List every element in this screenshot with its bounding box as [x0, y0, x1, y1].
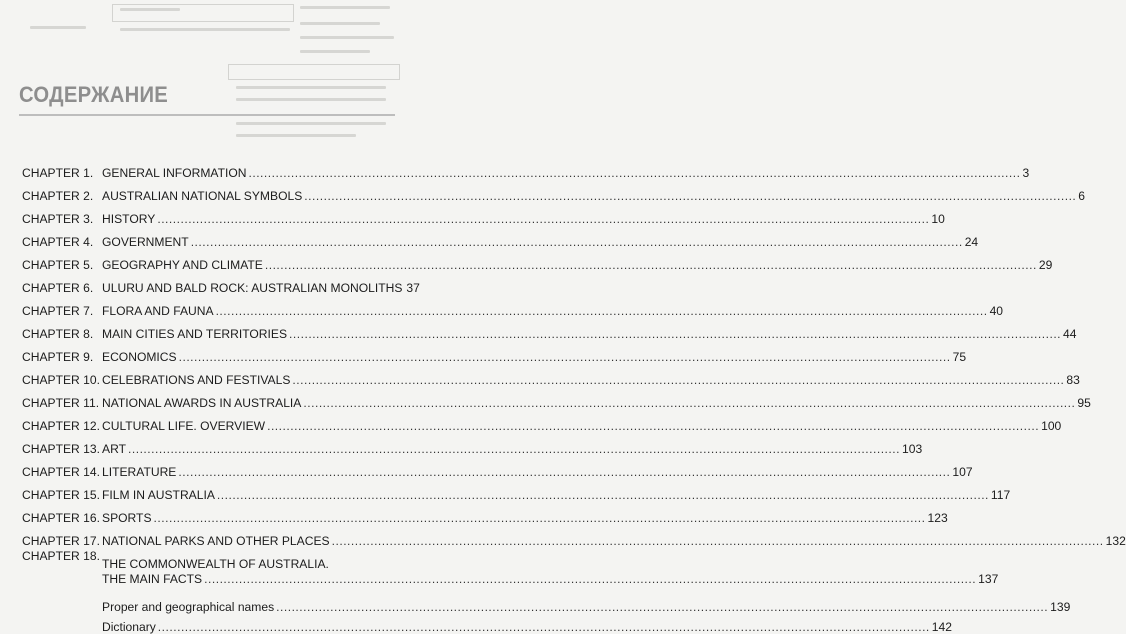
entry-title: FILM IN AUSTRALIA: [102, 488, 215, 502]
chapter-title-text: THE COMMONWEALTH OF AUSTRALIA.: [102, 557, 329, 571]
page-number: 44: [1063, 327, 1077, 341]
leader-dots: ........................................................................................................................................................................................................: [153, 511, 926, 525]
chapter-list: [22, 158, 1126, 549]
entry-title: GEOGRAPHY AND CLIMATE: [102, 258, 263, 272]
entry-title-block: [102, 258, 1053, 273]
toc-entry-chapter-14[interactable]: [22, 457, 973, 480]
entry-title-block: [102, 281, 420, 296]
leader-dots: ........................................................................................................................................................................................................: [292, 373, 1065, 387]
chapter-label: CHAPTER 18.: [22, 549, 100, 563]
leader-dots: ........................................................................................................................................................................................................: [215, 304, 988, 318]
page-number: 10: [931, 212, 945, 226]
entry-title-block: [102, 600, 1070, 614]
appendix-list: [22, 594, 1071, 634]
entry-title: GENERAL INFORMATION: [102, 166, 247, 180]
chapter-title-text: THE MAIN FACTS: [102, 572, 203, 586]
chapter-label: CHAPTER 6.: [22, 281, 94, 295]
leader-dots: ........................................................................................................................................................................................................: [204, 572, 977, 586]
entry-title: HISTORY: [102, 212, 156, 226]
entry-title-block: [102, 373, 1080, 388]
page-number: 83: [1066, 373, 1080, 387]
leader-dots: ........................................................................................................................................................................................................: [303, 396, 1076, 410]
entry-title: FLORA AND FAUNA: [102, 304, 214, 318]
toc-entry-chapter-1[interactable]: [22, 158, 1030, 181]
leader-dots: ........................................................................................................................................................................................................: [289, 327, 1062, 341]
chapter-label: CHAPTER 10.: [22, 373, 100, 387]
chapter-label: CHAPTER 2.: [22, 189, 94, 203]
page-number: 75: [952, 350, 967, 364]
page-number: 3: [1022, 166, 1030, 180]
entry-title-block: [102, 511, 948, 526]
page-number: 6: [1078, 189, 1086, 203]
entry-title-block: [102, 396, 1091, 411]
leader-dots: ........................................................................................................................................................................................................: [157, 212, 930, 226]
leader-dots: ........................................................................................................................................................................................................: [178, 350, 951, 364]
leader-dots: ........................................................................................................................................................................................................: [248, 166, 1021, 180]
page-number: 123: [927, 511, 948, 525]
chapter-label: CHAPTER 1.: [22, 166, 94, 180]
toc-entry-chapter-6[interactable]: [22, 273, 420, 296]
leader-dots: ........................................................................................................................................................................................................: [157, 620, 930, 634]
page-number: 103: [902, 442, 923, 456]
toc-appendix-item[interactable]: [102, 614, 952, 634]
chapter-title-line-2: [102, 572, 999, 587]
chapter-label: CHAPTER 12.: [22, 419, 100, 433]
entry-title-block: [102, 442, 923, 457]
page-number: 95: [1077, 396, 1091, 410]
entry-title-block: [102, 620, 952, 634]
entry-title: AUSTRALIAN NATIONAL SYMBOLS: [102, 189, 303, 203]
table-of-contents: [22, 158, 1126, 634]
page-number: 37: [406, 281, 420, 295]
page-number: 142: [931, 620, 952, 634]
toc-entry-chapter-18[interactable]: [22, 549, 999, 587]
leader-dots: ........................................................................................................................................................................................................: [267, 419, 1040, 433]
chapter-label: CHAPTER 7.: [22, 304, 94, 318]
entry-title: ULURU AND BALD ROCK: AUSTRALIAN MONOLITHS: [102, 281, 403, 295]
chapter-label: CHAPTER 5.: [22, 258, 94, 272]
toc-entry-chapter-12[interactable]: [22, 411, 1062, 434]
entry-title-block: [102, 304, 1004, 319]
page-number: 100: [1041, 419, 1062, 433]
entry-title: ECONOMICS: [102, 350, 177, 364]
leader-dots: ........................................................................................................................................................................................................: [216, 488, 989, 502]
page-number: 40: [989, 304, 1004, 318]
entry-title-block: [102, 327, 1077, 342]
entry-title: CULTURAL LIFE. OVERVIEW: [102, 419, 266, 433]
page-number: 139: [1050, 600, 1071, 614]
heading-rule: [19, 114, 395, 116]
chapter-label: CHAPTER 17.: [22, 534, 100, 548]
toc-entry-chapter-8[interactable]: [22, 319, 1077, 342]
entry-title: CELEBRATIONS AND FESTIVALS: [102, 373, 291, 387]
entry-title-block: [102, 350, 967, 365]
toc-entry-chapter-17[interactable]: [22, 526, 1126, 549]
page-number: 117: [990, 488, 1011, 502]
toc-entry-chapter-9[interactable]: [22, 342, 967, 365]
toc-entry-chapter-5[interactable]: [22, 250, 1053, 273]
toc-entry-chapter-2[interactable]: [22, 181, 1086, 204]
toc-entry-chapter-13[interactable]: [22, 434, 923, 457]
entry-title-block: [102, 212, 945, 227]
chapter-label: CHAPTER 9.: [22, 350, 94, 364]
chapter-label: CHAPTER 8.: [22, 327, 94, 341]
toc-appendix-item[interactable]: [102, 594, 1071, 614]
page-number: 107: [952, 465, 973, 479]
entry-title: Dictionary: [102, 620, 156, 634]
entry-title-block: [102, 488, 1011, 503]
toc-entry-chapter-15[interactable]: [22, 480, 1011, 503]
bleed-through-background: [0, 0, 409, 148]
leader-dots: ........................................................................................................................................................................................................: [178, 465, 951, 479]
toc-entry-chapter-16[interactable]: [22, 503, 948, 526]
leader-dots: ........................................................................................................................................................................................................: [304, 189, 1077, 203]
chapter-label: CHAPTER 3.: [22, 212, 94, 226]
entry-title-block: [102, 166, 1030, 181]
entry-title: Proper and geographical names: [102, 600, 275, 614]
entry-title: SPORTS: [102, 511, 152, 525]
toc-entry-chapter-4[interactable]: [22, 227, 979, 250]
toc-entry-chapter-11[interactable]: [22, 388, 1091, 411]
page-number: 132: [1105, 534, 1126, 548]
leader-dots: ........................................................................................................................................................................................................: [264, 258, 1037, 272]
toc-entry-chapter-3[interactable]: [22, 204, 945, 227]
entry-title: GOVERNMENT: [102, 235, 189, 249]
page-title: СОДЕРЖАНИЕ: [19, 82, 169, 107]
toc-entry-chapter-10[interactable]: [22, 365, 1080, 388]
entry-title-block: [102, 189, 1086, 204]
entry-title: NATIONAL PARKS AND OTHER PLACES: [102, 534, 330, 548]
chapter-label: CHAPTER 15.: [22, 488, 100, 502]
entry-title: NATIONAL AWARDS IN AUSTRALIA: [102, 396, 302, 410]
toc-entry-chapter-7[interactable]: [22, 296, 1004, 319]
entry-title-block: [102, 419, 1062, 434]
leader-dots: ........................................................................................................................................................................................................: [190, 235, 963, 249]
entry-title-block: [102, 534, 1126, 549]
page-number: 29: [1038, 258, 1053, 272]
chapter-title-line-1: [102, 557, 396, 572]
chapter-label: CHAPTER 16.: [22, 511, 100, 525]
entry-title-block: [102, 235, 979, 250]
entry-title-block: [102, 465, 973, 480]
page-number: 137: [978, 572, 999, 586]
leader-dots: ........................................................................................................................................................................................................: [276, 600, 1049, 614]
leader-dots: ........................................................................................................................................................................................................: [127, 442, 900, 456]
chapter-label: CHAPTER 13.: [22, 442, 100, 456]
chapter-label: CHAPTER 4.: [22, 235, 94, 249]
chapter-label: CHAPTER 14.: [22, 465, 100, 479]
entry-title: LITERATURE: [102, 465, 177, 479]
leader-dots: ........................................................................................................................................................................................................: [331, 534, 1104, 548]
page-number: 24: [964, 235, 979, 249]
entry-title: ART: [102, 442, 126, 456]
chapter-label: CHAPTER 11.: [22, 396, 100, 410]
chapter-title-block: [102, 557, 999, 587]
entry-title: MAIN CITIES AND TERRITORIES: [102, 327, 288, 341]
